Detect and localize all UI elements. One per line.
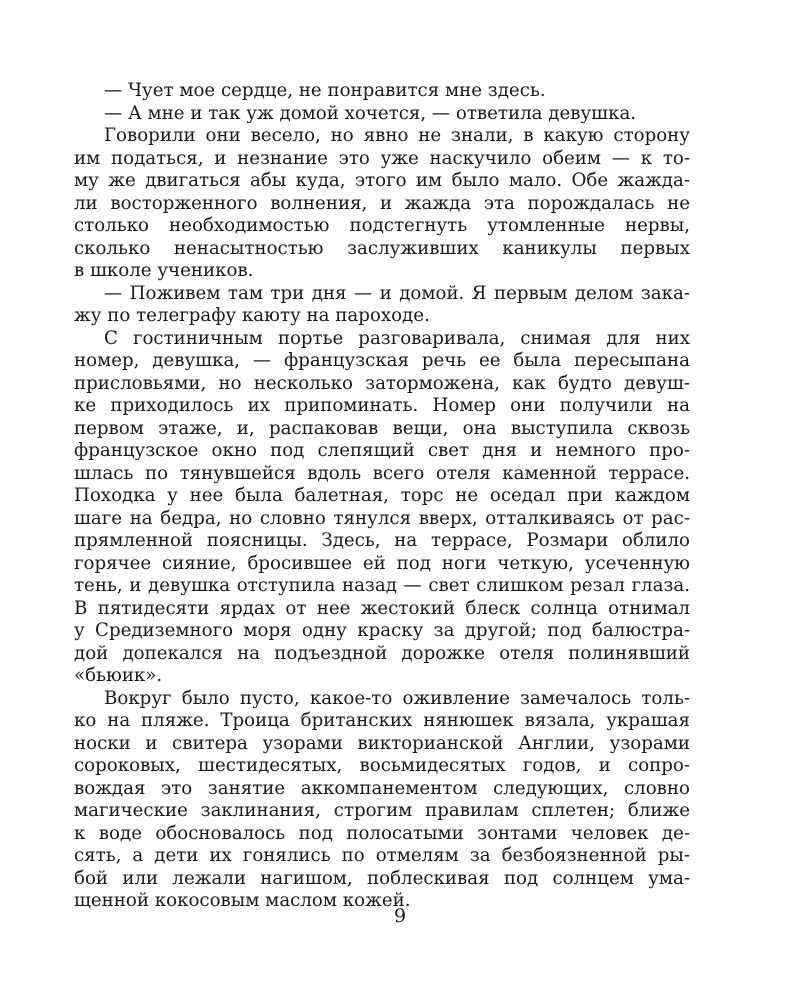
text-line: жу по телеграфу каюту на пароходе. <box>74 305 430 326</box>
text-line: ке приходилось их припоминать. Номер они получили на <box>74 395 690 416</box>
page-number: 9 <box>393 905 407 927</box>
text-line: — А мне и так уж домой хочется, — ответила девушка. <box>104 102 637 124</box>
text-line: магические заклинания, строгим правилам сплетен; ближе <box>74 800 690 821</box>
text-line: Говорили они весело, но явно не знали, в какую сторону <box>104 125 690 146</box>
text-line: дой допекался на подъездной дорожке отеля полинявший <box>74 642 690 664</box>
text-line: — Чует мое сердце, не понравится мне здесь. <box>104 80 546 101</box>
text-line: сколько ненасытностью заслуживших каникулы первых <box>74 237 690 259</box>
text-line: столько необходимостью подстегнуть утомленные нервы, <box>74 215 690 236</box>
text-line: сороковых, шестидесятых, восьмидесятых годов, и сопро- <box>74 755 690 776</box>
text-line: носки и свитера узорами викторианской Англии, узорами <box>74 732 690 754</box>
text-line: французское окно под слепящий свет дня и немного про- <box>74 440 690 461</box>
text-line: В пятидесяти ярдах от нее жестокий блеск солнца отнимал <box>74 597 690 619</box>
text-line: — Поживем там три дня — и домой. Я первым делом зака- <box>104 282 690 304</box>
text-line: номер, девушка, — французская речь ее была пересыпана <box>74 350 690 371</box>
text-line: ко на пляже. Троица британских нянюшек вязала, украшая <box>74 710 690 731</box>
text-line: горячее сияние, бросившее ей под ноги четкую, усеченную <box>74 552 690 574</box>
text-line: тень, и девушка отступила назад — свет слишком резал глаза. <box>74 575 690 596</box>
text-line: ли восторженного волнения, и жажда эта порождалась не <box>74 192 690 214</box>
text-line: му же двигаться абы куда, этого им было мало. Обе жажда- <box>74 170 690 191</box>
text-line: к воде обосновалось под полосатыми зонтами человек де- <box>74 822 690 844</box>
text-line: вождая это занятие аккомпанементом следующих, словно <box>74 777 690 799</box>
text-line: Вокруг было пусто, какое-то оживление замечалось толь- <box>104 687 690 709</box>
text-line: в школе учеников. <box>74 260 254 281</box>
text-line: присловьями, но несколько заторможена, как будто девуш- <box>74 372 690 394</box>
text-line: прямленной поясницы. Здесь, на террасе, Розмари облило <box>74 530 690 551</box>
text-line: им податься, и незнание это уже наскучило обеим — к то- <box>74 147 690 169</box>
text-line: сять, а дети их гонялись по отмелям за безбоязненной ры- <box>74 845 690 866</box>
text-line: шлась по тянувшейся вдоль всего отеля каменной террасе. <box>74 462 690 484</box>
text-line: первом этаже, и, распаковав вещи, она выступила сквозь <box>74 417 690 439</box>
text-line: бой или лежали нагишом, поблескивая под солнцем ума- <box>74 867 690 889</box>
body-text <box>74 80 690 913</box>
text-line: «бьюик». <box>74 665 163 686</box>
text-line: шаге на бедра, но словно тянулся вверх, отталкиваясь от рас- <box>74 507 690 529</box>
text-line: у Средиземного моря одну краску за другой; под балюстра- <box>74 620 690 641</box>
text-line: Походка у нее была балетная, торс не оседал при каждом <box>74 485 690 506</box>
text-line: С гостиничным портье разговаривала, снимая для них <box>104 327 690 349</box>
text-line: щенной кокосовым маслом кожей. <box>74 890 411 911</box>
